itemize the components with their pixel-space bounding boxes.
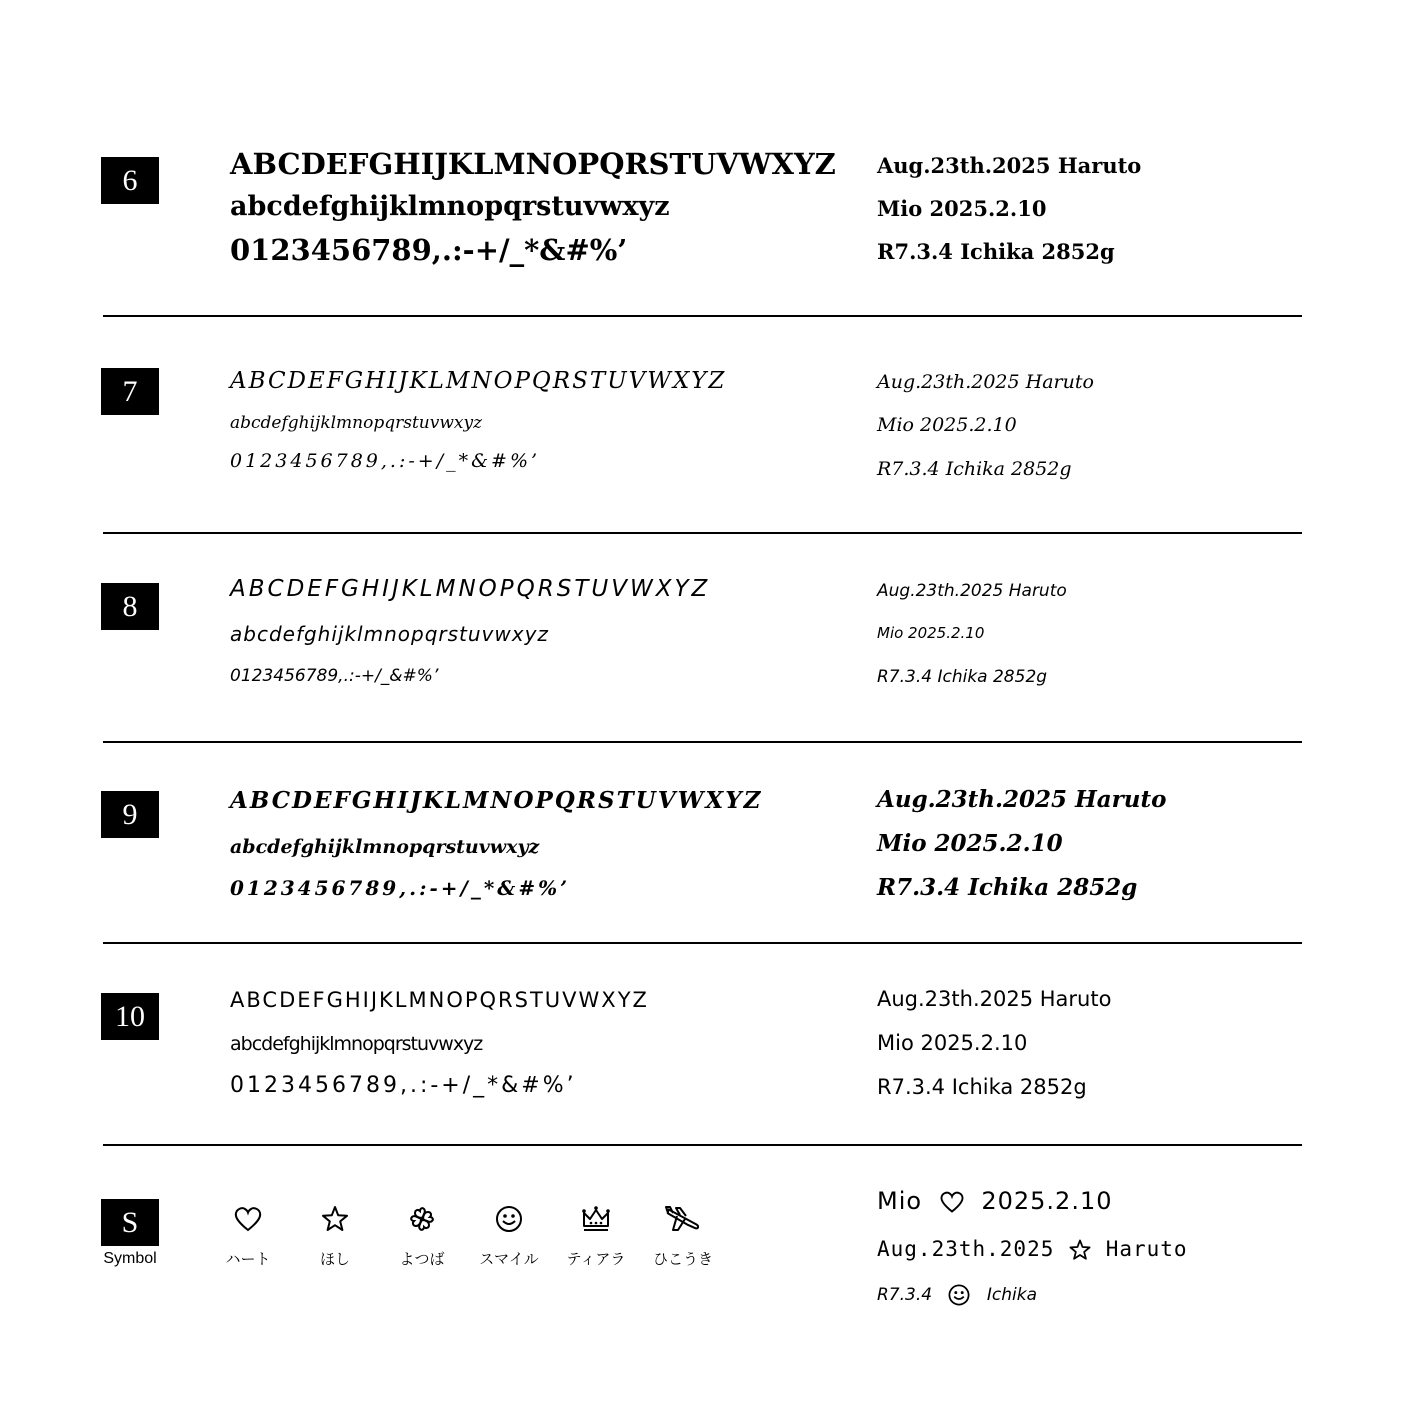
font-number-badge: [101, 583, 159, 630]
font-number-badge: [101, 791, 159, 838]
lowercase-sample: abcdefghijklmnopqrstuvwxyz: [230, 836, 540, 858]
digits-sample: 0123456789,.:-+/_*&#%’: [230, 1073, 577, 1098]
symbol-label: ティアラ: [566, 1250, 626, 1268]
sample-text: 2025.2.10: [981, 1187, 1113, 1215]
badge-label: 8: [122, 589, 138, 623]
symbol-badge: [101, 1199, 159, 1246]
row-divider: [103, 315, 1302, 317]
symbol-option-heart: [208, 1204, 288, 1269]
symbol-label: ほし: [319, 1250, 350, 1268]
clover-icon: [407, 1204, 437, 1234]
lowercase-sample: abcdefghijklmnopqrstuvwxyz: [230, 1033, 483, 1055]
engraving-sample: Aug.23th.2025 Haruto: [877, 153, 1142, 178]
engraving-sample: Aug.23th.2025 Haruto: [877, 987, 1112, 1011]
symbol-option-clover: [382, 1204, 462, 1269]
symbol-engraving-sample: [877, 1187, 1113, 1215]
symbol-option-smile: [469, 1204, 549, 1269]
badge-label: 7: [122, 374, 138, 408]
sample-text: Ichika: [986, 1285, 1038, 1305]
badge-label: 9: [122, 797, 138, 831]
engraving-sample: Aug.23th.2025 Haruto: [877, 581, 1067, 601]
sample-text: R7.3.4: [877, 1285, 933, 1305]
engraving-sample: Mio 2025.2.10: [877, 1031, 1028, 1055]
symbol-option-star: [295, 1204, 375, 1269]
smile-icon: [494, 1204, 524, 1234]
engraving-sample: Mio 2025.2.10: [877, 624, 985, 642]
heart-icon: [233, 1204, 263, 1234]
row-divider: [103, 741, 1302, 743]
star-icon: [320, 1204, 350, 1234]
badge-label: 6: [122, 163, 138, 197]
lowercase-sample: abcdefghijklmnopqrstuvwxyz: [230, 191, 670, 222]
symbol-label: ひこうき: [652, 1250, 713, 1268]
font-number-badge: [101, 157, 159, 204]
digits-sample: 0123456789,.:-+/_&#%’: [230, 666, 439, 686]
engraving-sample: R7.3.4 Ichika 2852g: [877, 1075, 1087, 1099]
badge-label: 10: [115, 999, 145, 1033]
lowercase-sample: abcdefghijklmnopqrstuvwxyz: [230, 413, 483, 433]
symbol-option-tiara: [556, 1204, 636, 1269]
symbol-label: よつば: [399, 1250, 445, 1268]
uppercase-sample: ABCDEFGHIJKLMNOPQRSTUVWXYZ: [230, 787, 763, 814]
symbol-engraving-sample: [877, 1237, 1188, 1262]
font-number-badge: [101, 368, 159, 415]
uppercase-sample: ABCDEFGHIJKLMNOPQRSTUVWXYZ: [230, 368, 727, 394]
tiara-icon: [580, 1204, 612, 1234]
badge-label: S: [121, 1205, 139, 1239]
lowercase-sample: abcdefghijklmnopqrstuvwxyz: [230, 622, 549, 646]
sample-text: Mio: [877, 1187, 923, 1215]
star-icon: [1068, 1238, 1092, 1262]
engraving-sample: R7.3.4 Ichika 2852g: [877, 667, 1048, 687]
font-number-badge: [101, 993, 159, 1040]
smile-icon: [947, 1283, 971, 1307]
digits-sample: 0123456789,.:-+/_*&#%’: [230, 450, 541, 472]
symbol-badge-caption: Symbol: [103, 1250, 157, 1267]
digits-sample: 0123456789,.:-+/_*&#%’: [230, 233, 628, 267]
engraving-sample: Mio 2025.2.10: [877, 414, 1017, 436]
symbol-engraving-sample: [877, 1283, 1037, 1307]
sample-text: Haruto: [1105, 1237, 1188, 1261]
engraving-sample: Mio 2025.2.10: [877, 830, 1063, 857]
heart-icon: [939, 1189, 965, 1215]
engraving-sample: R7.3.4 Ichika 2852g: [877, 458, 1072, 480]
symbol-label: スマイル: [479, 1250, 539, 1268]
engraving-sample: R7.3.4 Ichika 2852g: [877, 239, 1115, 264]
row-divider: [103, 1144, 1302, 1146]
engraving-sample: Aug.23th.2025 Haruto: [877, 371, 1094, 393]
row-divider: [103, 942, 1302, 944]
symbol-option-airplane: [643, 1204, 723, 1269]
uppercase-sample: ABCDEFGHIJKLMNOPQRSTUVWXYZ: [230, 988, 649, 1012]
digits-sample: 0123456789,.:-+/_*&#%’: [230, 876, 571, 900]
uppercase-sample: ABCDEFGHIJKLMNOPQRSTUVWXYZ: [230, 147, 836, 181]
symbol-label: ハート: [225, 1250, 271, 1268]
uppercase-sample: ABCDEFGHIJKLMNOPQRSTUVWXYZ: [230, 576, 711, 602]
engraving-sample: Mio 2025.2.10: [877, 196, 1047, 221]
airplane-icon: [663, 1204, 703, 1234]
sample-text: Aug.23th.2025: [877, 1237, 1055, 1261]
row-divider: [103, 532, 1302, 534]
engraving-sample: Aug.23th.2025 Haruto: [877, 786, 1167, 813]
engraving-sample: R7.3.4 Ichika 2852g: [877, 874, 1138, 901]
